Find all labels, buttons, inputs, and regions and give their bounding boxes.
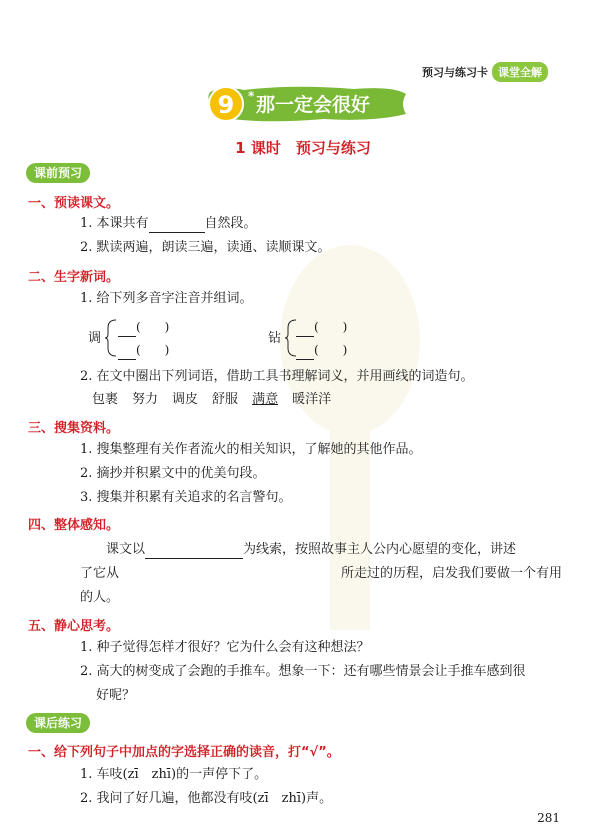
vocab-word: 努力 (132, 392, 159, 407)
paragraph-count-blank[interactable] (149, 217, 205, 233)
word-blank[interactable] (118, 322, 136, 337)
post-s1-question-1: 1. 车吱(zī zhī)的一声停下了。 (80, 767, 268, 782)
pinyin-paren: ( ) (136, 343, 170, 357)
journey-blank[interactable] (119, 567, 341, 583)
s5-question-2-line-1: 2. 高大的树变成了会跑的手推车。想象一下：还有哪些情景会让手推车感到很 (80, 664, 526, 679)
s1-question-1 (80, 215, 257, 233)
vocab-word: 暖洋洋 (292, 392, 332, 407)
lesson-number: 9 (217, 91, 235, 119)
brace-1 (104, 318, 118, 358)
s4-l2-prefix: 了它从 (80, 566, 120, 581)
page-number: 281 (537, 811, 560, 825)
s4-line-3: 的人。 (80, 590, 120, 605)
lesson-star: * (248, 89, 255, 103)
section-4-title: 四、整体感知。 (28, 518, 120, 533)
pinyin-paren: ( ) (314, 320, 348, 334)
post-class-pill: 课后练习 (26, 713, 90, 733)
polyphone-2-row-2 (296, 341, 347, 360)
clue-blank[interactable] (145, 543, 243, 559)
s4-line-2 (80, 565, 562, 583)
s5-question-2-line-2: 好呢？ (96, 688, 136, 703)
vocab-word: 舒服 (212, 392, 239, 407)
polyphone-1-row-1 (118, 318, 169, 337)
polyphone-char-2: 钻 (268, 331, 282, 346)
polyphone-2-row-1 (296, 318, 347, 337)
s4-l1-suffix: 为线索，按照故事主人公内心愿望的变化，讲述 (243, 542, 517, 557)
s1-q1-prefix: 1. 本课共有 (80, 216, 149, 231)
polyphone-char-1: 调 (88, 331, 102, 346)
post-section-1-title: 一、给下列句子中加点的字选择正确的读音，打“√”。 (28, 745, 340, 760)
s1-question-2: 2. 默读两遍，朗读三遍，读通、读顺课文。 (80, 240, 331, 255)
pinyin-paren: ( ) (314, 343, 348, 357)
s4-l1-prefix: 课文以 (106, 542, 146, 557)
pinyin-paren: ( ) (136, 320, 170, 334)
lesson-subtitle: 1 课时 预习与练习 (235, 139, 371, 157)
s2-question-1: 1. 给下列多音字注音并组词。 (80, 291, 253, 306)
header-badge: 课堂全解 (492, 62, 548, 82)
watermark-plant (270, 230, 430, 650)
lesson-name: 那一定会很好 (256, 94, 371, 116)
post-s1-question-2: 2. 我问了好几遍，他都没有吱(zī zhī)声。 (80, 791, 333, 806)
s3-question-2: 2. 摘抄并积累文中的优美句段。 (80, 466, 266, 481)
section-3-title: 三、搜集资料。 (28, 421, 120, 436)
header-label: 预习与练习卡 (422, 66, 488, 79)
s3-question-1: 1. 搜集整理有关作者流火的相关知识，了解她的其他作品。 (80, 442, 422, 457)
word-blank[interactable] (296, 322, 314, 337)
lesson-banner (204, 84, 410, 124)
s4-line-1 (106, 541, 516, 559)
s1-q1-suffix: 自然段。 (204, 216, 257, 231)
s2-question-2: 2. 在文中圈出下列词语，借助工具书理解词义，并用画线的词造句。 (80, 369, 474, 384)
vocab-word: 包裹 (92, 392, 119, 407)
polyphone-1-row-2 (118, 341, 169, 360)
s4-l2-suffix: 所走过的历程，启发我们要做一个有用 (341, 566, 563, 581)
vocab-word: 调皮 (172, 392, 199, 407)
word-blank[interactable] (296, 345, 314, 360)
section-2-title: 二、生字新词。 (28, 270, 120, 285)
section-5-title: 五、静心思考。 (28, 619, 120, 634)
s3-question-3: 3. 搜集并积累有关追求的名言警句。 (80, 490, 292, 505)
vocab-list (92, 391, 331, 409)
page-header (422, 62, 548, 82)
section-1-title: 一、预读课文。 (28, 196, 120, 211)
pre-class-pill: 课前预习 (26, 163, 90, 183)
word-blank[interactable] (118, 345, 136, 360)
vocab-word-underlined: 满意 (252, 392, 279, 407)
s5-question-1: 1. 种子觉得怎样才很好？它为什么会有这种想法？ (80, 640, 370, 655)
